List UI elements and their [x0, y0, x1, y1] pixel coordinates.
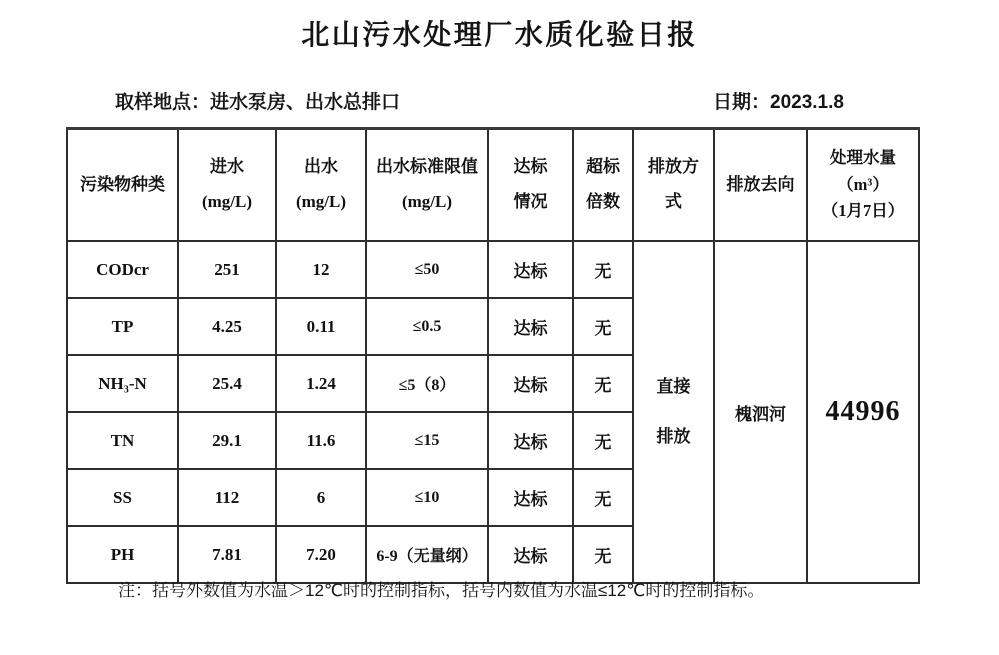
header-line: 处理水量 — [830, 147, 896, 167]
report-date-label: 日期：2023.1.8 — [713, 92, 844, 113]
cell-effluent: 6 — [276, 469, 366, 526]
header-effluent-limit — [366, 129, 488, 242]
header-line: (mg/L) — [201, 192, 253, 211]
cell-exceedance: 无 — [573, 355, 633, 412]
cell-limit: ≤0.5 — [366, 298, 488, 355]
header-line: 排放去向 — [726, 174, 795, 194]
sampling-location-label: 取样地点：进水泵房、出水总排口 — [115, 92, 401, 113]
header-line: 出水标准限值 — [376, 157, 478, 177]
cell-compliance: 达标 — [488, 526, 573, 583]
cell-discharge-destination: 槐泗河 — [714, 241, 807, 583]
cell-compliance: 达标 — [488, 298, 573, 355]
header-line: 出水 — [304, 157, 338, 177]
discharge-mode-line: 直接 — [656, 377, 691, 397]
header-pollutant-type — [67, 129, 178, 242]
header-influent — [178, 129, 276, 242]
header-line: 排放方 — [648, 157, 699, 177]
header-line: （1月7日） — [821, 201, 905, 221]
header-line: （m³） — [837, 174, 889, 194]
cell-effluent: 12 — [276, 241, 366, 298]
cell-effluent: 0.11 — [276, 298, 366, 355]
cell-pollutant: TN — [67, 412, 178, 469]
cell-limit: 6-9（无量纲） — [366, 526, 488, 583]
cell-influent: 7.81 — [178, 526, 276, 583]
header-effluent — [276, 129, 366, 242]
water-quality-table — [66, 127, 920, 584]
cell-exceedance: 无 — [573, 526, 633, 583]
header-exceedance — [573, 129, 633, 242]
cell-effluent: 1.24 — [276, 355, 366, 412]
cell-influent: 112 — [178, 469, 276, 526]
cell-pollutant: NH₃-N — [67, 355, 178, 412]
header-line: 式 — [665, 192, 682, 211]
cell-effluent: 7.20 — [276, 526, 366, 583]
header-discharge-destination — [714, 129, 807, 242]
cell-exceedance: 无 — [573, 241, 633, 298]
cell-influent: 29.1 — [178, 412, 276, 469]
cell-effluent: 11.6 — [276, 412, 366, 469]
header-line: (mg/L) — [295, 192, 347, 211]
table-row — [67, 241, 919, 298]
header-line: 进水 — [210, 157, 244, 177]
cell-treated-volume: 44996 — [807, 241, 919, 583]
footnote: 注：括号外数值为水温＞12℃时的控制指标，括号内数值为水温≤12℃时的控制指标。 — [118, 581, 765, 600]
cell-exceedance: 无 — [573, 469, 633, 526]
cell-pollutant: CODcr — [67, 241, 178, 298]
cell-exceedance: 无 — [573, 298, 633, 355]
cell-exceedance: 无 — [573, 412, 633, 469]
header-compliance — [488, 129, 573, 242]
header-line: 污染物种类 — [80, 174, 165, 194]
cell-limit: ≤50 — [366, 241, 488, 298]
cell-compliance: 达标 — [488, 469, 573, 526]
cell-influent: 251 — [178, 241, 276, 298]
cell-influent: 25.4 — [178, 355, 276, 412]
header-treated-volume — [807, 129, 919, 242]
cell-limit: ≤15 — [366, 412, 488, 469]
header-line: 情况 — [513, 192, 548, 211]
cell-pollutant: PH — [67, 526, 178, 583]
cell-discharge-mode — [633, 241, 714, 583]
cell-pollutant: SS — [67, 469, 178, 526]
table-header-row — [67, 129, 919, 242]
cell-compliance: 达标 — [488, 241, 573, 298]
header-line: (mg/L) — [401, 192, 453, 211]
page-title: 北山污水处理厂水质化验日报 — [301, 20, 698, 51]
cell-limit: ≤5（8） — [366, 355, 488, 412]
header-line: 超标 — [586, 157, 620, 177]
cell-limit: ≤10 — [366, 469, 488, 526]
header-line: 达标 — [513, 157, 548, 177]
cell-compliance: 达标 — [488, 355, 573, 412]
cell-influent: 4.25 — [178, 298, 276, 355]
cell-compliance: 达标 — [488, 412, 573, 469]
discharge-mode-line: 排放 — [656, 427, 691, 446]
cell-pollutant: TP — [67, 298, 178, 355]
header-line: 倍数 — [586, 192, 620, 211]
header-discharge-mode — [633, 129, 714, 242]
meta-row — [0, 87, 999, 113]
